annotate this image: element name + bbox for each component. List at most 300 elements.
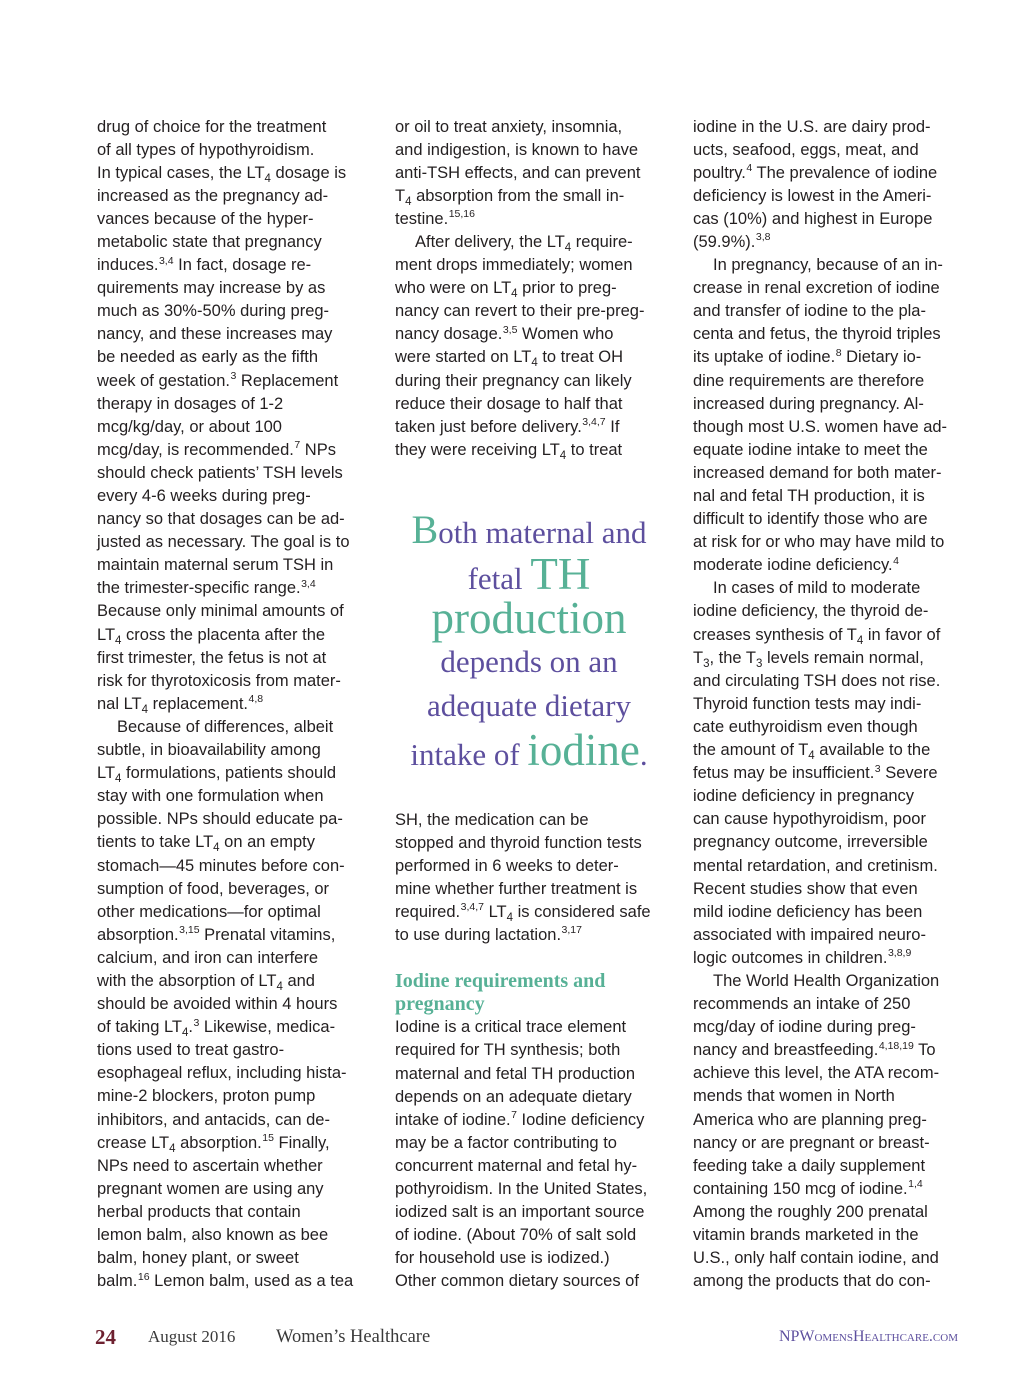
text-run: every 4-6 weeks during preg-	[97, 487, 311, 505]
text-run: other medications—for optimal	[97, 902, 321, 921]
drop-initial: B	[411, 507, 439, 552]
text-run: tions used to treat gastro-	[97, 1041, 285, 1060]
text-line	[97, 208, 365, 231]
citation-superscript: 3	[230, 370, 237, 383]
emphasis-word: iodine	[527, 725, 640, 775]
text-run: at risk for or who may have mild to	[693, 533, 945, 552]
text-line	[693, 716, 961, 739]
subscript: 4	[531, 357, 538, 370]
text-line	[693, 600, 961, 623]
text-run: absorption.	[97, 925, 179, 944]
text-line	[395, 878, 663, 901]
text-run: depends on an adequate dietary	[395, 1087, 632, 1106]
subscript: 4	[115, 773, 122, 786]
subscript: 4	[115, 634, 122, 647]
text-run: iodized salt is an important source	[395, 1203, 645, 1222]
pull-quote-line	[395, 725, 663, 775]
text-run: T	[395, 186, 406, 205]
text-run: possible. NPs should educate pa-	[97, 810, 343, 829]
text-run: and transfer of iodine to the pla-	[693, 302, 926, 321]
text-line	[97, 855, 365, 878]
text-line	[395, 1039, 663, 1062]
column-2-bottom	[395, 809, 663, 1294]
text-line	[693, 254, 961, 277]
text-line	[97, 924, 365, 947]
text-line	[97, 439, 365, 462]
text-line	[693, 208, 961, 231]
text-run: balm, honey plant, or sweet	[97, 1249, 299, 1268]
text-run: metabolic state that pregnancy	[97, 232, 322, 251]
page-footer	[0, 1324, 1024, 1350]
text-run: and	[282, 971, 315, 990]
text-line	[97, 878, 365, 901]
text-line	[97, 785, 365, 808]
text-line	[97, 947, 365, 970]
text-run: (59.9%).	[693, 232, 756, 251]
text-run: LT	[483, 902, 507, 921]
pull-quote-text: .	[639, 737, 648, 772]
text-run: In fact, dosage re-	[173, 256, 312, 275]
text-run: The World Health Organization	[713, 971, 940, 990]
text-line	[97, 739, 365, 762]
text-line	[97, 554, 365, 577]
subscript: 4	[405, 195, 412, 208]
subscript: 4	[276, 980, 283, 993]
text-line	[395, 1155, 663, 1178]
text-run: and indigestion, is known to have	[395, 140, 639, 159]
text-run: of all types of hypothyroidism.	[97, 140, 315, 159]
text-line	[395, 277, 663, 300]
text-line	[693, 762, 961, 785]
text-line	[693, 577, 961, 600]
text-line	[693, 1109, 961, 1132]
text-line	[395, 185, 663, 208]
text-run: intake of iodine.	[395, 1110, 511, 1129]
citation-superscript: 3,17	[561, 924, 582, 937]
text-run: iodine deficiency, the thyroid de-	[693, 602, 929, 621]
text-run: much as 30%-50% during preg-	[97, 302, 330, 321]
text-line	[693, 808, 961, 831]
text-run: mcg/day of iodine during preg-	[693, 1018, 916, 1037]
text-run: Iodine deficiency	[516, 1110, 645, 1129]
text-line	[693, 531, 961, 554]
citation-superscript: 4,18,19	[878, 1039, 914, 1052]
text-run: cross the placenta after the	[121, 625, 326, 644]
text-line	[395, 1063, 663, 1086]
text-run: on an empty	[219, 833, 315, 852]
text-line	[693, 1270, 961, 1293]
text-line	[395, 231, 663, 254]
text-run: In pregnancy, because of an in-	[713, 256, 943, 275]
text-run: NPs need to ascertain whether	[97, 1156, 323, 1175]
text-line	[97, 1155, 365, 1178]
text-run: its uptake of iodine.	[693, 348, 836, 367]
text-run: of taking LT	[97, 1018, 182, 1037]
text-line	[97, 162, 365, 185]
text-run: nancy can revert to their pre-preg-	[395, 302, 645, 321]
pull-quote-text: intake of	[410, 737, 528, 772]
text-line	[693, 370, 961, 393]
text-line	[693, 185, 961, 208]
text-line	[693, 1085, 961, 1108]
text-line	[693, 970, 961, 993]
text-run: dosage is	[270, 163, 347, 182]
text-run: sumption of food, beverages, or	[97, 879, 330, 898]
text-run: nal LT	[97, 694, 142, 713]
text-run: increased as the pregnancy ad-	[97, 186, 329, 205]
text-line	[395, 393, 663, 416]
text-line	[693, 439, 961, 462]
text-run: required for TH synthesis; both	[395, 1041, 621, 1060]
text-line	[693, 277, 961, 300]
text-run: crease in renal excretion of iodine	[693, 279, 940, 298]
pull-quote-text: adequate dietary	[427, 688, 631, 723]
text-run: formulations, patients should	[121, 764, 337, 783]
text-run: mental retardation, and cretinism.	[693, 856, 938, 875]
text-run: is considered safe	[513, 902, 651, 921]
pull-quote-line	[395, 593, 663, 643]
text-run: herbal products that contain	[97, 1202, 301, 1221]
citation-superscript: 16	[137, 1270, 150, 1283]
text-run: mine-2 blockers, proton pump	[97, 1087, 316, 1106]
citation-superscript: 15,16	[448, 208, 475, 221]
text-line	[693, 393, 961, 416]
text-run: anti-TSH effects, and can prevent	[395, 163, 641, 182]
paragraph	[97, 716, 365, 1293]
text-line	[97, 1132, 365, 1155]
text-run: who were on LT	[395, 279, 512, 298]
text-run: fetus may be insufficient.	[693, 764, 875, 783]
text-run: and circulating TSH does not rise.	[693, 671, 941, 690]
text-line	[97, 1270, 365, 1293]
text-line	[97, 693, 365, 716]
text-run: taken just before delivery.	[395, 417, 582, 436]
pull-quote-text: fetal	[467, 561, 531, 596]
subscript: 4	[511, 288, 518, 301]
paragraph	[693, 970, 961, 1293]
text-line	[693, 993, 961, 1016]
text-run: for household use is iodized.)	[395, 1249, 610, 1268]
text-run: cas (10%) and highest in Europe	[693, 209, 933, 228]
text-line	[693, 162, 961, 185]
paragraph	[693, 116, 961, 255]
text-run: pregnancy outcome, irreversible	[693, 833, 928, 852]
text-line	[395, 901, 663, 924]
text-run: Likewise, medica-	[199, 1018, 336, 1037]
paragraph	[97, 116, 365, 716]
pull-quote-line	[395, 684, 663, 728]
subscript: 4	[808, 750, 815, 763]
text-run: concurrent maternal and fetal hy-	[395, 1156, 638, 1175]
text-run: the trimester-specific range.	[97, 579, 301, 598]
text-run: poultry.	[693, 163, 746, 182]
text-line	[693, 924, 961, 947]
text-line	[395, 254, 663, 277]
citation-superscript: 3,5	[502, 323, 518, 336]
text-run: pothyroidism. In the United States,	[395, 1180, 648, 1198]
text-line	[97, 531, 365, 554]
text-line	[395, 439, 663, 462]
text-run: ucts, seafood, eggs, meat, and	[693, 140, 919, 159]
text-run: risk for thyrotoxicosis from mater-	[97, 671, 341, 690]
text-run: be needed as early as the fifth	[97, 348, 319, 367]
citation-superscript: 3,8	[755, 231, 771, 244]
citation-superscript: 4,8	[248, 693, 264, 706]
text-run: Severe	[880, 764, 938, 783]
text-line	[97, 277, 365, 300]
text-run: should be avoided within 4 hours	[97, 995, 338, 1014]
text-run: crease LT	[97, 1133, 170, 1152]
text-run: creases synthesis of T	[693, 625, 857, 644]
text-run: Other common dietary sources of	[395, 1272, 639, 1291]
text-line	[97, 231, 365, 254]
text-run: ment drops immediately; women	[395, 256, 633, 275]
text-line	[693, 139, 961, 162]
paragraph	[395, 1016, 663, 1293]
subscript: 4	[264, 172, 271, 185]
text-run: In typical cases, the LT	[97, 163, 265, 182]
text-line	[97, 462, 365, 485]
text-line	[97, 485, 365, 508]
text-line	[97, 1109, 365, 1132]
text-run: required.	[395, 902, 461, 921]
text-run: mends that women in North	[693, 1087, 895, 1106]
text-line	[395, 809, 663, 832]
text-line	[97, 346, 365, 369]
text-run: vances because of the hyper-	[97, 209, 314, 228]
text-run: moderate iodine deficiency.	[693, 556, 893, 575]
citation-superscript: 3,4,7	[582, 416, 606, 429]
text-run: esophageal reflux, including hista-	[97, 1064, 347, 1083]
text-line	[693, 1062, 961, 1085]
citation-superscript: 8	[835, 346, 842, 359]
subscript: 4	[141, 703, 149, 716]
text-line	[693, 878, 961, 901]
section-heading-line: Iodine requirements and	[395, 970, 606, 993]
citation-superscript: 3,4,7	[460, 901, 484, 914]
text-run: LT	[97, 625, 116, 644]
text-line	[395, 162, 663, 185]
text-line	[395, 924, 663, 947]
text-run: in favor of	[863, 625, 941, 644]
text-line	[97, 624, 365, 647]
text-line	[693, 1201, 961, 1224]
text-run: iodine deficiency in pregnancy	[693, 787, 915, 806]
text-line	[97, 993, 365, 1016]
text-run: mine whether further treatment is	[395, 879, 638, 898]
subscript: 3	[755, 657, 763, 670]
text-run: America who are planning preg-	[693, 1110, 927, 1129]
text-run: reduce their dosage to half that	[395, 394, 623, 413]
text-run: prior to preg-	[517, 279, 617, 298]
text-run: T	[693, 648, 704, 667]
text-run: or oil to treat anxiety, insomnia,	[395, 117, 623, 136]
pull-quote-line	[395, 549, 663, 599]
column-1	[97, 116, 365, 1294]
text-run: inhibitors, and antacids, can de-	[97, 1110, 330, 1129]
text-line	[693, 693, 961, 716]
text-line	[395, 116, 663, 139]
text-run: replacement.	[148, 694, 249, 713]
text-run: Finally,	[273, 1133, 330, 1152]
citation-superscript: 3	[874, 762, 881, 775]
text-run: mild iodine deficiency has been	[693, 902, 923, 921]
subscript: 3	[703, 657, 710, 670]
text-line	[693, 1155, 961, 1178]
text-run: lemon balm, also known as bee	[97, 1226, 329, 1244]
text-line	[693, 508, 961, 531]
text-run: The prevalence of iodine	[752, 163, 938, 182]
text-line	[97, 1085, 365, 1108]
text-run: during their pregnancy can likely	[395, 371, 632, 390]
text-line	[97, 831, 365, 854]
subscript: 4	[182, 1027, 189, 1040]
text-run: with the absorption of LT	[97, 971, 277, 990]
section-heading	[395, 970, 663, 1016]
text-run: though most U.S. women have ad-	[693, 417, 948, 436]
text-run: performed in 6 weeks to deter-	[395, 856, 619, 875]
text-line	[395, 1109, 663, 1132]
text-line	[693, 855, 961, 878]
text-run: logic outcomes in children.	[693, 948, 888, 967]
citation-superscript: 3,8,9	[887, 947, 912, 960]
text-line	[395, 300, 663, 323]
paragraph	[395, 809, 663, 948]
citation-superscript: 3,4	[158, 254, 174, 267]
text-line	[395, 1270, 663, 1293]
text-line	[693, 647, 961, 670]
issue-date: August 2016	[148, 1327, 236, 1346]
text-line	[97, 1178, 365, 1201]
text-run: available to the	[814, 741, 931, 760]
text-line	[97, 808, 365, 831]
text-run: calcium, and iron can interfere	[97, 948, 319, 967]
text-run: may be a factor contributing to	[395, 1133, 617, 1152]
text-run: feeding take a daily supplement	[693, 1156, 926, 1175]
text-run: containing 150 mcg of iodine.	[693, 1179, 908, 1198]
text-line	[693, 1039, 961, 1062]
text-run: should check patients’ TSH levels	[97, 463, 343, 482]
text-line	[97, 1039, 365, 1062]
paragraph	[693, 254, 961, 577]
text-run: maternal and fetal TH production	[395, 1064, 635, 1083]
text-line	[97, 508, 365, 531]
text-run: Lemon balm, used as a tea	[149, 1272, 354, 1291]
subscript: 4	[564, 241, 572, 254]
text-run: absorption.	[175, 1133, 262, 1152]
text-run: stomach—45 minutes before con-	[97, 856, 345, 875]
text-run: among the products that do con-	[693, 1272, 931, 1291]
text-line	[97, 901, 365, 924]
text-line	[97, 670, 365, 693]
text-run: achieve this level, the ATA recom-	[693, 1064, 940, 1083]
text-run: Replacement	[236, 371, 339, 390]
text-run: absorption from the small in-	[411, 186, 625, 205]
text-run: increased demand for both mater-	[693, 463, 942, 482]
pull-quote	[395, 507, 663, 775]
text-line	[395, 370, 663, 393]
citation-superscript: 7	[511, 1109, 517, 1122]
text-run: Dietary io-	[841, 348, 922, 367]
text-run: justed as necessary. The goal is to	[97, 533, 350, 552]
text-line	[395, 1086, 663, 1109]
pull-quote-line	[395, 640, 663, 684]
text-run: of iodine. (About 70% of salt sold	[395, 1226, 637, 1245]
text-run: maintain maternal serum TSH in	[97, 556, 334, 575]
citation-superscript: 3	[193, 1016, 200, 1029]
text-run: Because of differences, albeit	[117, 717, 334, 736]
text-run: Iodine is a critical trace element	[395, 1018, 627, 1037]
text-line	[97, 416, 365, 439]
text-line	[693, 947, 961, 970]
citation-superscript: 15	[262, 1132, 274, 1145]
pull-quote-text: oth maternal and	[438, 515, 647, 550]
text-run: mcg/kg/day, or about 100	[97, 417, 282, 436]
text-run: were started on LT	[395, 348, 532, 367]
text-line	[97, 139, 365, 162]
text-line	[693, 1016, 961, 1039]
text-line	[97, 762, 365, 785]
text-run: centa and fetus, the thyroid triples	[693, 325, 941, 344]
text-line	[97, 300, 365, 323]
text-run: levels remain normal,	[762, 648, 924, 667]
text-run: they were receiving LT	[395, 440, 560, 459]
text-run: require-	[571, 232, 633, 251]
text-run: Thyroid function tests may indi-	[693, 694, 922, 713]
text-line	[693, 831, 961, 854]
paragraph	[693, 577, 961, 970]
text-run: first trimester, the fetus is not at	[97, 648, 327, 667]
citation-superscript: 3,4	[301, 577, 316, 590]
text-line	[693, 462, 961, 485]
text-line	[97, 323, 365, 346]
emphasis-word: production	[431, 593, 627, 643]
text-line	[97, 185, 365, 208]
section-heading-line: pregnancy	[395, 993, 485, 1016]
text-line	[97, 370, 365, 393]
text-run: to treat OH	[537, 348, 624, 367]
text-run: deficiency is lowest in the Ameri-	[693, 186, 932, 205]
text-line	[395, 1016, 663, 1039]
text-run: NPs	[300, 440, 336, 459]
citation-superscript: 1,4	[908, 1178, 923, 1191]
text-line	[693, 901, 961, 924]
text-line	[693, 1178, 961, 1201]
text-run: nancy dosage.	[395, 325, 503, 344]
text-run: testine.	[395, 209, 449, 228]
text-line	[693, 116, 961, 139]
text-line	[97, 600, 365, 623]
journal-title: Women’s Healthcare	[276, 1327, 431, 1347]
text-line	[395, 1201, 663, 1224]
text-line	[693, 323, 961, 346]
text-run: dine requirements are therefore	[693, 371, 925, 390]
text-run: To	[913, 1041, 936, 1060]
text-run: Recent studies show that even	[693, 879, 918, 898]
column-3	[693, 116, 961, 1294]
paragraph	[395, 231, 663, 462]
text-line	[693, 624, 961, 647]
text-run: nancy and breastfeeding.	[693, 1041, 879, 1060]
text-run: nancy, and these increases may	[97, 325, 333, 344]
text-run: , the T	[709, 648, 756, 667]
text-run: associated with impaired neuro-	[693, 925, 926, 944]
text-line	[395, 1247, 663, 1270]
text-line	[97, 577, 365, 600]
text-run: balm.	[97, 1272, 138, 1291]
subscript: 4	[559, 449, 567, 462]
text-run: recommends an intake of 250	[693, 995, 911, 1014]
